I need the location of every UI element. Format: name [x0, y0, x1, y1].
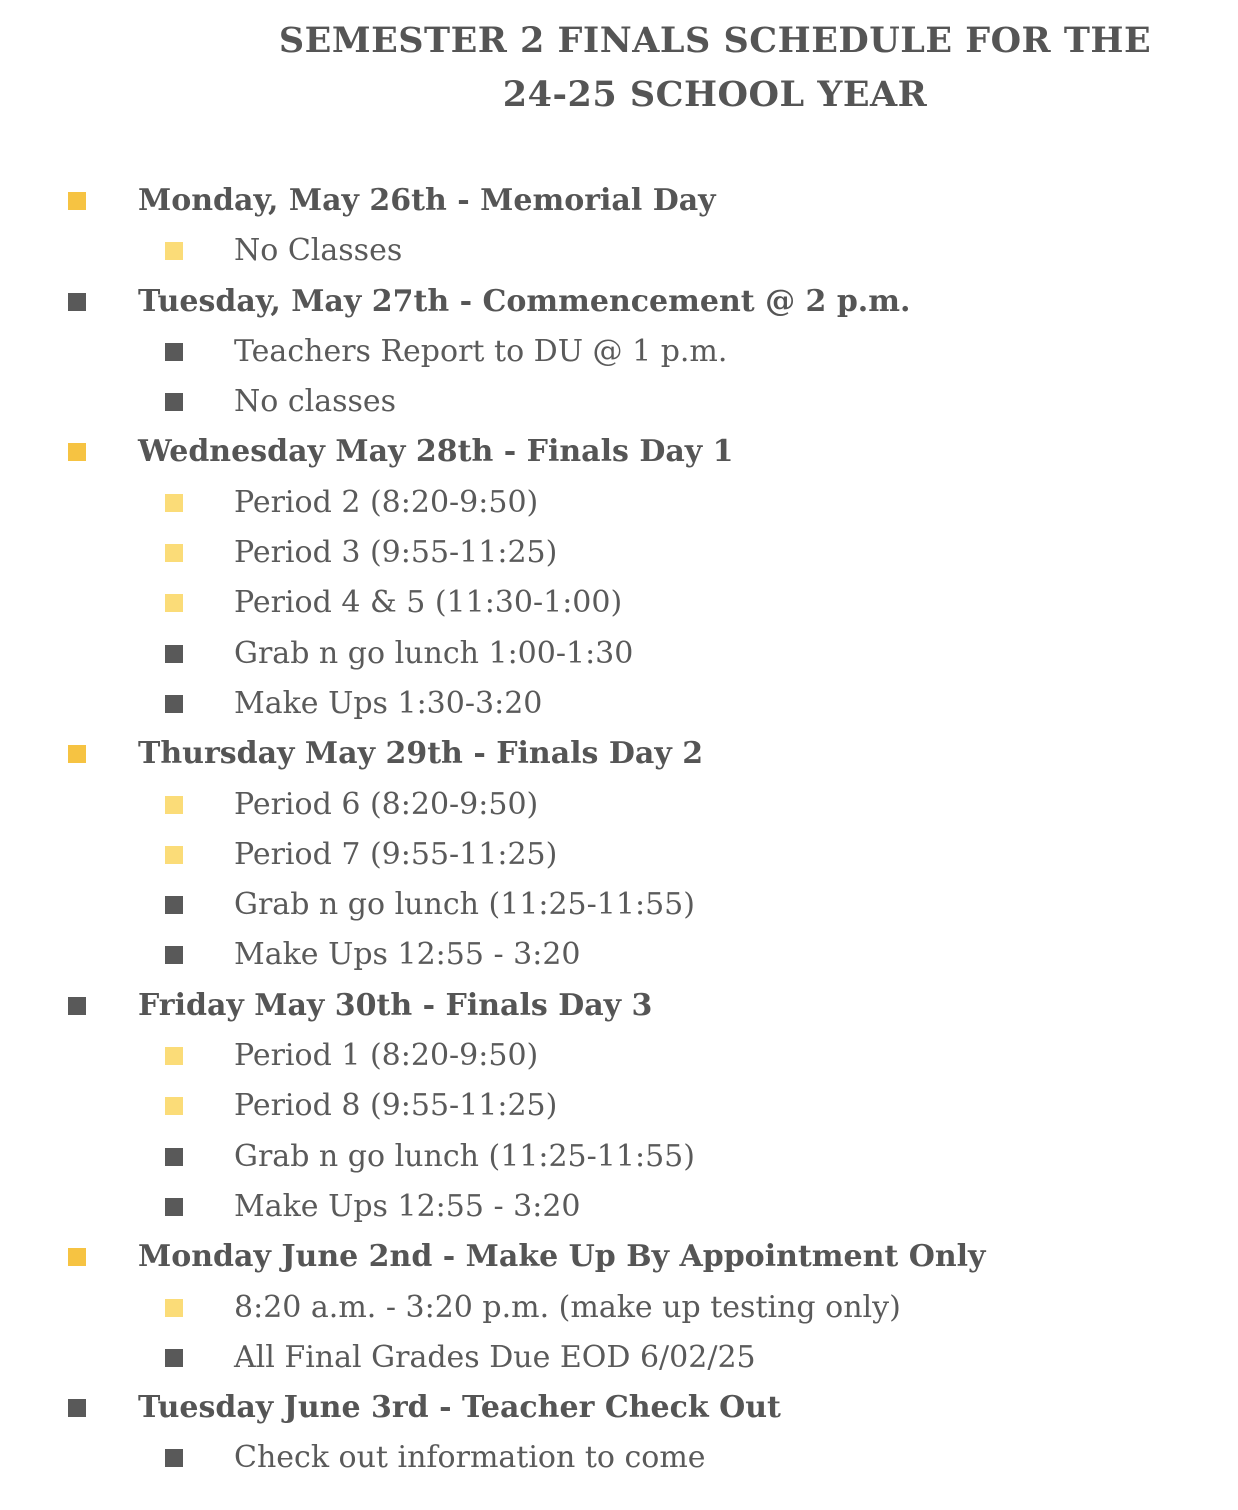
- schedule-detail: Teachers Report to DU @ 1 p.m.: [234, 333, 728, 369]
- schedule-sub-item: [0, 1333, 1238, 1383]
- square-bullet-icon: [68, 1399, 86, 1417]
- schedule-detail: Period 3 (9:55-11:25): [234, 535, 558, 571]
- schedule-detail: Grab n go lunch (11:25-11:55): [234, 1138, 695, 1174]
- day-heading: Monday June 2nd - Make Up By Appointment Only: [138, 1239, 986, 1275]
- page-title: [190, 14, 1238, 122]
- square-bullet-icon: [68, 997, 86, 1015]
- title-line-2: 24-25 SCHOOL YEAR: [502, 74, 928, 115]
- square-bullet-icon: [165, 695, 183, 713]
- title-line-1: SEMESTER 2 FINALS SCHEDULE FOR THE: [278, 20, 1152, 61]
- schedule-sub-item: [0, 629, 1238, 679]
- square-bullet-icon: [165, 242, 183, 260]
- schedule-sub-item: [0, 1132, 1238, 1182]
- schedule-sub-item: [0, 1031, 1238, 1081]
- schedule-detail: Period 8 (9:55-11:25): [234, 1088, 558, 1124]
- schedule-sub-item: [0, 780, 1238, 830]
- schedule-sub-item: [0, 327, 1238, 377]
- schedule-day-item: [0, 729, 1238, 779]
- square-bullet-icon: [165, 594, 183, 612]
- schedule-detail: Grab n go lunch 1:00-1:30: [234, 635, 634, 671]
- square-bullet-icon: [165, 1047, 183, 1065]
- day-heading: Monday, May 26th - Memorial Day: [138, 183, 716, 218]
- square-bullet-icon: [165, 946, 183, 964]
- schedule-detail: Make Ups 12:55 - 3:20: [234, 1188, 581, 1224]
- schedule-list: [0, 176, 1238, 1484]
- square-bullet-icon: [68, 443, 86, 461]
- square-bullet-icon: [165, 1449, 183, 1467]
- schedule-sub-item: [0, 1182, 1238, 1232]
- schedule-detail: Period 4 & 5 (11:30-1:00): [234, 585, 623, 621]
- schedule-day-item: [0, 1232, 1238, 1282]
- day-heading: Tuesday June 3rd - Teacher Check Out: [138, 1390, 781, 1426]
- schedule-day-item: [0, 1383, 1238, 1433]
- square-bullet-icon: [165, 896, 183, 914]
- schedule-detail: No Classes: [234, 233, 403, 269]
- schedule-detail: No classes: [234, 384, 397, 420]
- square-bullet-icon: [165, 796, 183, 814]
- schedule-detail: 8:20 a.m. - 3:20 p.m. (make up testing only): [234, 1289, 901, 1325]
- square-bullet-icon: [165, 1299, 183, 1317]
- schedule-day-item: [0, 427, 1238, 477]
- schedule-detail: All Final Grades Due EOD 6/02/25: [234, 1339, 756, 1375]
- schedule-detail: Make Ups 1:30-3:20: [234, 685, 543, 721]
- schedule-sub-item: [0, 930, 1238, 980]
- square-bullet-icon: [165, 846, 183, 864]
- schedule-detail: Make Ups 12:55 - 3:20: [234, 937, 581, 973]
- square-bullet-icon: [165, 1198, 183, 1216]
- schedule-sub-item: [0, 377, 1238, 427]
- schedule-sub-item: [0, 880, 1238, 930]
- schedule-day-item: [0, 277, 1238, 327]
- schedule-sub-item: [0, 679, 1238, 729]
- schedule-sub-item: [0, 1081, 1238, 1131]
- schedule-sub-item: [0, 830, 1238, 880]
- square-bullet-icon: [165, 1097, 183, 1115]
- schedule-detail: Period 7 (9:55-11:25): [234, 836, 558, 872]
- square-bullet-icon: [68, 293, 86, 311]
- schedule-detail: Period 6 (8:20-9:50): [234, 786, 539, 822]
- schedule-day-item: [0, 176, 1238, 226]
- square-bullet-icon: [165, 343, 183, 361]
- schedule-sub-item: [0, 1283, 1238, 1333]
- schedule-sub-item: [0, 528, 1238, 578]
- schedule-sub-item: [0, 1433, 1238, 1483]
- square-bullet-icon: [165, 645, 183, 663]
- day-heading: Thursday May 29th - Finals Day 2: [138, 736, 704, 772]
- schedule-detail: Period 2 (8:20-9:50): [234, 484, 539, 520]
- square-bullet-icon: [68, 745, 86, 763]
- schedule-sub-item: [0, 478, 1238, 528]
- day-heading: Friday May 30th - Finals Day 3: [138, 987, 653, 1023]
- square-bullet-icon: [165, 393, 183, 411]
- schedule-detail: Period 1 (8:20-9:50): [234, 1038, 539, 1074]
- square-bullet-icon: [165, 1148, 183, 1166]
- schedule-detail: Check out information to come: [234, 1440, 706, 1476]
- day-heading: Tuesday, May 27th - Commencement @ 2 p.m.: [138, 283, 911, 319]
- square-bullet-icon: [68, 1248, 86, 1266]
- schedule-sub-item: [0, 578, 1238, 628]
- schedule-sub-item: [0, 226, 1238, 276]
- day-heading: Wednesday May 28th - Finals Day 1: [138, 434, 734, 470]
- square-bullet-icon: [165, 544, 183, 562]
- square-bullet-icon: [165, 1349, 183, 1367]
- square-bullet-icon: [68, 192, 86, 210]
- schedule-day-item: [0, 981, 1238, 1031]
- square-bullet-icon: [165, 494, 183, 512]
- schedule-detail: Grab n go lunch (11:25-11:55): [234, 887, 695, 923]
